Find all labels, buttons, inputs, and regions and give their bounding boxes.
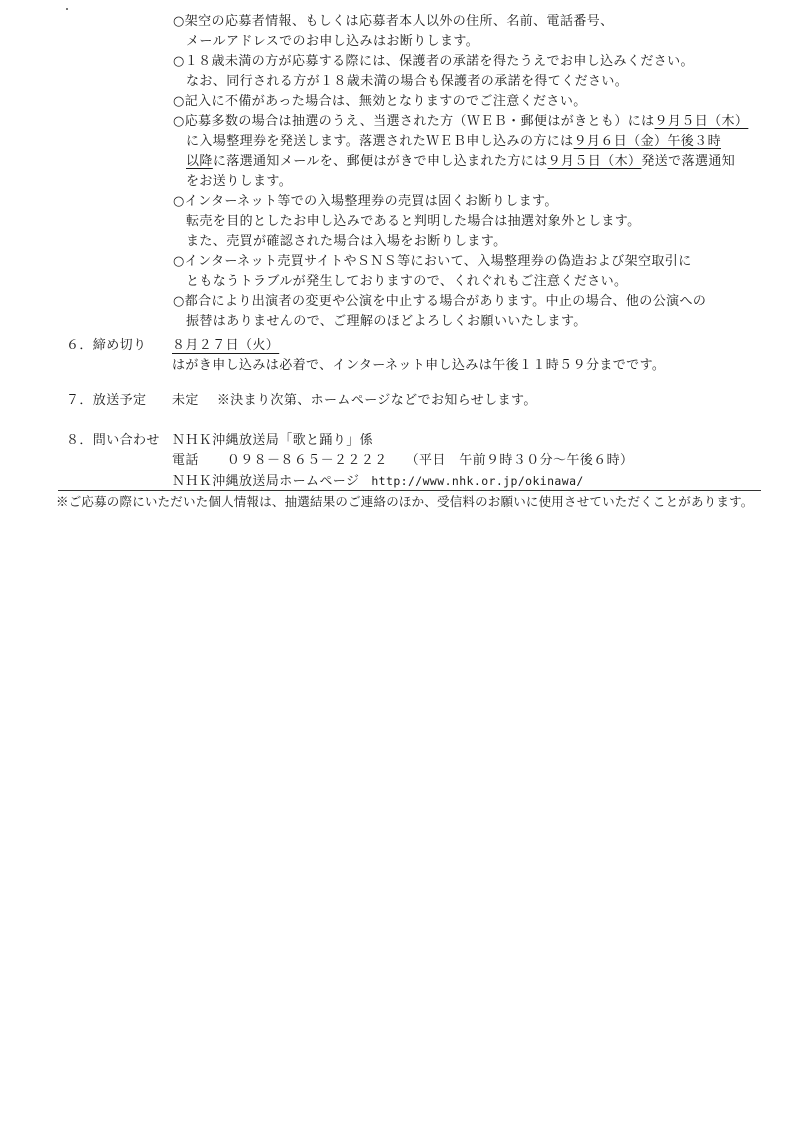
phone-hours: （平日 午前９時３０分～午後６時） xyxy=(405,453,634,468)
section-number: ７．放送予定 xyxy=(66,393,147,408)
note-continuation: 以降に落選通知メールを、郵便はがきで申し込まれた方には９月５日（木）発送で落選通知 xyxy=(186,154,736,169)
section-number: ６．締め切り xyxy=(66,338,147,353)
contact-org: ＮＨＫ沖縄放送局「歌と踊り」係 xyxy=(172,433,374,448)
web-label: ＮＨＫ沖縄放送局ホームページ xyxy=(172,474,360,489)
note-item: ○インターネット売買サイトやＳＮＳ等において、入場整理券の偽造および架空取引に xyxy=(173,254,692,269)
note-continuation: 振替はありませんので、ご理解のほどよろしくお願いいたします。 xyxy=(186,314,587,329)
note-item: ○インターネット等での入場整理券の売買は固くお断りします。 xyxy=(173,194,558,209)
section-number: ８．問い合わせ xyxy=(66,433,160,448)
note-continuation: また、売買が確認された場合は入場をお断りします。 xyxy=(186,234,507,249)
note-continuation: なお、同行される方が１８歳未満の場合も保護者の承諾を得てください。 xyxy=(186,74,629,89)
note-continuation: メールアドレスでのお申し込みはお断りします。 xyxy=(186,34,480,49)
notes-list xyxy=(173,12,773,332)
note-continuation: をお送りします。 xyxy=(186,174,293,189)
note-continuation: ともなうトラブルが発生しておりますので、くれぐれもご注意ください。 xyxy=(186,274,628,289)
section-deadline xyxy=(66,336,665,376)
broadcast-note: ※決まり次第、ホームページなどでお知らせします。 xyxy=(216,393,537,408)
note-item: ○応募多数の場合は抽選のうえ、当選された方（ＷＥＢ・郵便はがきとも）には９月５日（木） xyxy=(173,114,749,129)
phone-label: 電話 xyxy=(172,453,199,468)
note-item: ○１８歳未満の方が応募する際には、保護者の承諾を得たうえでお申し込みください。 xyxy=(173,54,694,69)
note-continuation: 転売を目的としたお申し込みであると判明した場合は抽選対象外とします。 xyxy=(186,214,641,229)
section-contact xyxy=(66,431,633,491)
section-broadcast xyxy=(66,391,537,411)
note-item: ○都合により出演者の変更や公演を中止する場合があります。中止の場合、他の公演への xyxy=(173,294,707,309)
phone-number: ０９８－８６５－２２２２ xyxy=(226,453,388,468)
scan-speck xyxy=(66,8,68,10)
divider-line xyxy=(58,490,761,491)
homepage-url[interactable]: http://www.nhk.or.jp/okinawa/ xyxy=(371,474,584,488)
privacy-footnote: ※ご応募の際にいただいた個人情報は、抽選結果のご連絡のほか、受信料のお願いに使用させていただくことがあります。 xyxy=(56,494,754,509)
note-continuation: に入場整理券を発送します。落選されたＷＥＢ申し込みの方には９月６日（金）午後３時 xyxy=(186,134,721,149)
broadcast-status: 未定 xyxy=(172,393,199,408)
deadline-date: ８月２７日（火） xyxy=(172,338,280,353)
note-item: ○架空の応募者情報、もしくは応募者本人以外の住所、名前、電話番号、 xyxy=(173,14,614,29)
note-item: ○記入に不備があった場合は、無効となりますのでご注意ください。 xyxy=(173,94,587,109)
deadline-detail: はがき申し込みは必着で、インターネット申し込みは午後１１時５９分までです。 xyxy=(172,358,666,373)
